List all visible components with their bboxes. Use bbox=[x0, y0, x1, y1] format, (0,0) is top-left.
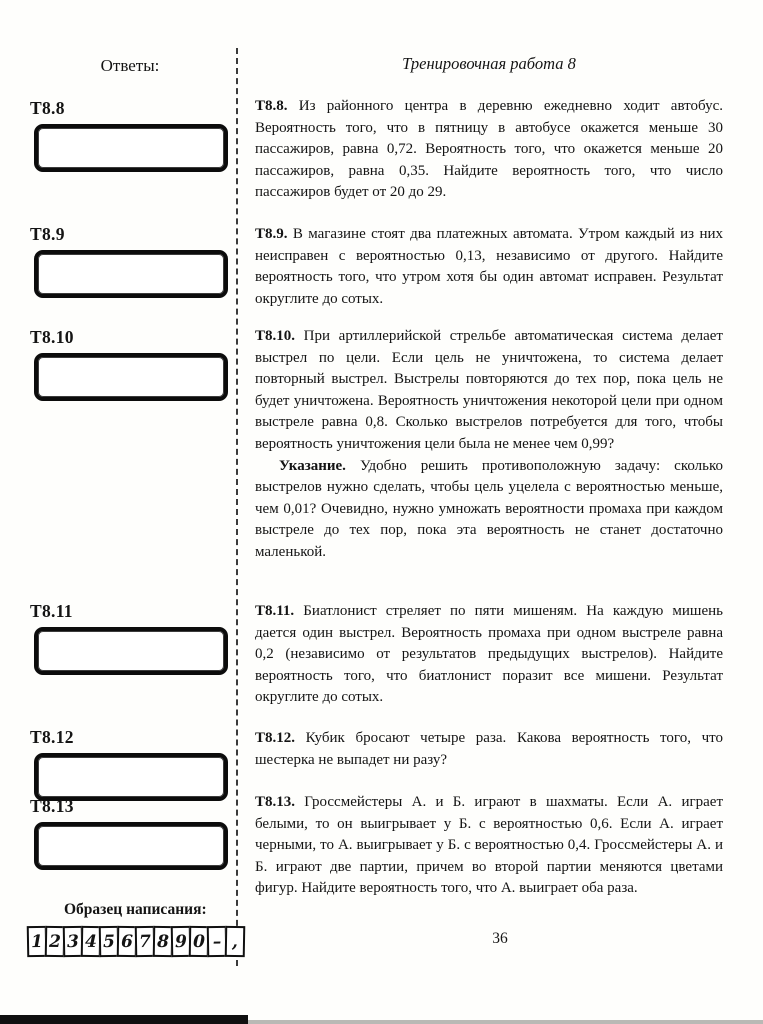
sample-writing-row bbox=[27, 926, 243, 957]
sample-char-cell: 8 bbox=[153, 926, 174, 957]
problem-t8-12 bbox=[255, 728, 723, 771]
answer-slot bbox=[30, 796, 230, 870]
problem-t8-10 bbox=[255, 326, 723, 564]
problem-number: Т8.12. bbox=[255, 730, 296, 746]
problem-text: Кубик бросают четыре раза. Какова вероятность того, что шестерка не выпадет ни разу? bbox=[255, 730, 723, 768]
sample-char-cell: 6 bbox=[117, 926, 138, 957]
note-label: Указание. bbox=[279, 457, 346, 474]
sample-char-cell: 5 bbox=[99, 926, 120, 957]
answer-label: Т8.11 bbox=[30, 601, 73, 621]
column-divider bbox=[236, 48, 238, 966]
answer-box bbox=[34, 124, 228, 172]
page-title: Тренировочная работа 8 bbox=[402, 54, 576, 73]
problem-t8-8 bbox=[255, 96, 723, 204]
answer-slot bbox=[30, 224, 230, 298]
sample-writing-label: Образец написания: bbox=[64, 901, 207, 918]
sample-char-cell: 3 bbox=[63, 926, 84, 957]
sample-char-cell: , bbox=[225, 926, 246, 957]
problem-text: В магазине стоят два платежных автомата. Утром каждый из них неисправен с вероятностью 0,13, независимо от другого. Найдите вероятность того, что утром хотя бы один автомат исправен. Результат округлите до сотых. bbox=[255, 226, 723, 307]
problem-number: Т8.10. bbox=[255, 328, 296, 344]
problem-text: Из районного центра в деревню ежедневно ходит автобус. Вероятность того, что в пятницу в автобусе окажется меньше 30 пассажиров, равна 0,72. Вероятность того, что окажется меньше 20 пассажиров, равна 0,35. Найдите вероятность того, что число пассажиров будет от 20 до 29. bbox=[255, 98, 723, 201]
answer-box bbox=[34, 250, 228, 298]
problem-number: Т8.9. bbox=[255, 226, 288, 242]
answers-column-header: Ответы: bbox=[100, 56, 160, 75]
answer-label: Т8.13 bbox=[30, 796, 74, 816]
page-number: 36 bbox=[492, 930, 508, 947]
answer-box bbox=[34, 753, 228, 801]
sample-char-cell: 1 bbox=[27, 926, 48, 957]
problem-number: Т8.8. bbox=[255, 98, 288, 114]
scan-edge-artifact bbox=[0, 1015, 248, 1024]
sample-char-cell: 2 bbox=[45, 926, 66, 957]
sample-char-cell: 7 bbox=[135, 926, 156, 957]
sample-char-cell: 4 bbox=[81, 926, 102, 957]
problem-t8-13 bbox=[255, 792, 723, 900]
answer-slot bbox=[30, 727, 230, 801]
note-text: Удобно решить противоположную задачу: сколько выстрелов нужно сделать, чтобы цель уцелела с вероятностью меньше, чем 0,01? Очевидно, нужно умножать вероятности промаха при каждом выстреле до тех пор, пока эта вероятность не станет достаточно маленькой. bbox=[255, 457, 723, 560]
problem-t8-9 bbox=[255, 224, 723, 310]
sample-char-cell: 0 bbox=[189, 926, 210, 957]
answer-slot bbox=[30, 601, 230, 675]
problem-text: При артиллерийской стрельбе автоматическая система делает выстрел по цели. Если цель не уничтожена, то система делает повторный выстрел. Выстрелы повторяются до тех пор, пока цель не будет уничтожена. Вероятность уничтожения некоторой цели при одном выстреле равна 0,8. Сколько выстрелов потребуется для того, чтобы вероятность уничтожения цели была не менее чем 0,99? bbox=[255, 328, 723, 452]
answer-box bbox=[34, 353, 228, 401]
problem-t8-11 bbox=[255, 601, 723, 709]
answer-box bbox=[34, 627, 228, 675]
problem-text: Биатлонист стреляет по пяти мишеням. На каждую мишень дается один выстрел. Вероятность промаха при одном выстреле равна 0,2 (независимо от результатов предыдущих выстрелов). Найдите вероятность того, что биатлонист поразит все мишени. Результат округлите до сотых. bbox=[255, 603, 723, 706]
answer-slot bbox=[30, 327, 230, 401]
scan-edge-artifact bbox=[248, 1020, 763, 1024]
answer-label: Т8.10 bbox=[30, 327, 74, 347]
answer-slot bbox=[30, 98, 230, 172]
sample-char-cell: – bbox=[207, 926, 228, 957]
problem-number: Т8.13. bbox=[255, 794, 296, 810]
answer-label: Т8.12 bbox=[30, 727, 74, 747]
answer-label: Т8.8 bbox=[30, 98, 65, 118]
answer-box bbox=[34, 822, 228, 870]
answer-label: Т8.9 bbox=[30, 224, 65, 244]
problem-number: Т8.11. bbox=[255, 603, 295, 619]
sample-char-cell: 9 bbox=[171, 926, 192, 957]
problem-note bbox=[255, 456, 723, 564]
problem-text: Гроссмейстеры А. и Б. играют в шахматы. Если А. играет белыми, то он выигрывает у Б. с вероятностью 0,6. Если А. играет черными, то А. выигрывает у Б. с вероятностью 0,4. Гроссмейстеры А. и Б. играют две партии, причем во второй партии меняются цветами фигур. Найдите вероятность того, что А. выиграет оба раза. bbox=[255, 794, 724, 897]
